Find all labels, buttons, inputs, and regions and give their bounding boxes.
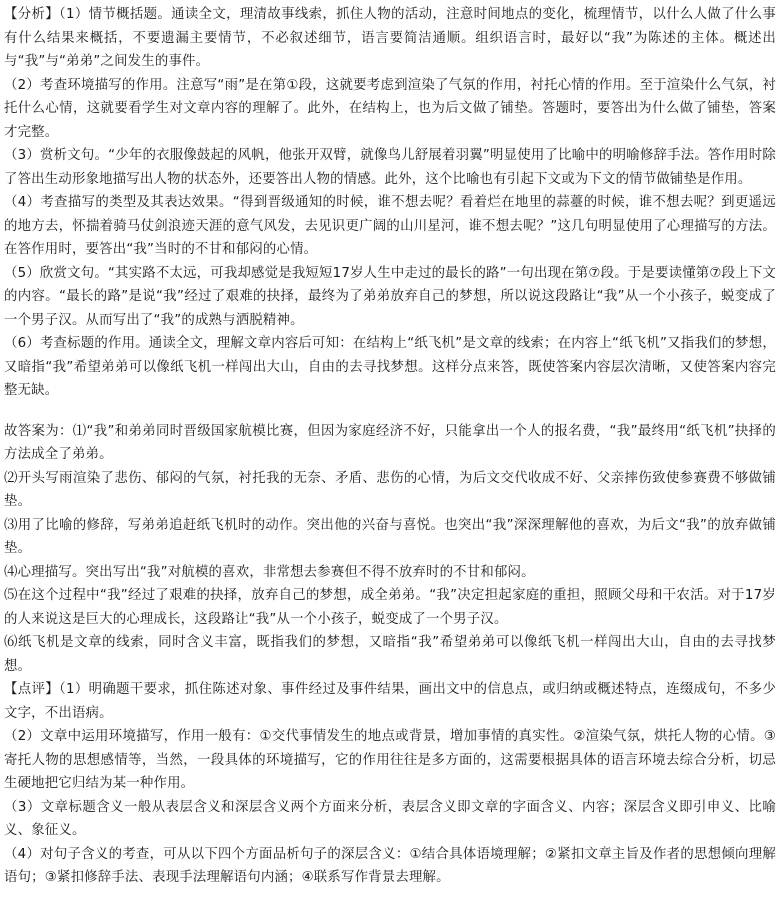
analysis-paragraph-5: （5）欣赏文句。“其实路不太远，可我却感觉是我短短17岁人生中走过的最长的路”一句出现在第⑦段。于是要读懂第⑦段上下文的内容。“最长的路”是说“我”经过了艰难的抉择，最终为了弟弟放弃自己的梦想，所以说这段路让“我”从一个小孩子，蜕变成了一个男子汉。从而写出了“我”的成熟与洒脱精神。	[4, 265, 776, 328]
analysis-paragraph-3: （3）赏析文句。“少年的衣服像鼓起的风帆，他张开双臂，就像鸟儿舒展着羽翼”明显使用了比喻中的明喻修辞手法。答作用时除了答出生动形象地描写出人物的状态外，还要答出人物的情感。此外，这个比喻也有引起下文或为下文的情节做铺垫是作用。	[4, 148, 776, 187]
comment-paragraph-2: （2）文章中运用环境描写，作用一般有：①交代事情发生的地点或背景，增加事情的真实性。②渲染气氛，烘托人物的心情。③寄托人物的思想感情等，当然，一段具体的环境描写，它的作用往往是多方面的，这需要根据具体的语言环境去综合分析，切忌生硬地把它归结为某一种作用。	[4, 729, 776, 791]
analysis-paragraph-1: 【分析】（1）情节概括题。通读全文，理清故事线索，抓住人物的活动，注意时间地点的变化，梳理情节，以什么人做了什么事有什么结果来概括，不要遗漏主要情节，不必叙述细节，语言要简洁通顺。组织语言时，最好以“我”为陈述的主体。概述出与“我”与“弟弟”之间发生的事件。	[4, 7, 776, 69]
answer-paragraph-6: ⑹纸飞机是文章的线索，同时含义丰富，既指我们的梦想，又暗指“我”希望弟弟可以像纸飞机一样闯出大山，自由的去寻找梦想。	[4, 635, 776, 674]
answer-section	[4, 420, 776, 679]
analysis-paragraph-4: （4）考查描写的类型及其表达效果。“得到晋级通知的时候，谁不想去呢？看着烂在地里的蒜薹的时候，谁不想去呢？到更遥远的地方去，怀揣着骑马仗剑浪迹天涯的意气风发，去见识更广阔的山川星河，谁不想去呢？”这几句明显使用了心理描写的方法。在答作用时，要答出“我”当时的不甘和郁闷的心情。	[4, 195, 776, 257]
analysis-paragraph-6: （6）考查标题的作用。通读全文，理解文章内容后可知：在结构上“纸飞机”是文章的线索；在内容上“纸飞机”又指我们的梦想，又暗指“我”希望弟弟可以像纸飞机一样闯出大山，自由的去寻找梦想。这样分点来答，既使答案内容层次清晰，又使答案内容完整无缺。	[4, 336, 776, 398]
analysis-section	[4, 3, 776, 403]
comment-paragraph-1: 【点评】（1）明确题干要求，抓住陈述对象、事件经过及事件结果，画出文中的信息点，或归纳或概述特点，连缀成句，不多少文字，不出语病。	[4, 682, 776, 721]
comment-section	[4, 678, 776, 890]
answer-paragraph-2: ⑵开头写雨渲染了悲伤、郁闷的气氛，衬托我的无奈、矛盾、悲伤的心情，为后文交代收成不好、父亲摔伤致使参赛费不够做铺垫。	[4, 470, 776, 509]
answer-paragraph-5: ⑸在这个过程中“我”经过了艰难的抉择，放弃自己的梦想，成全弟弟。“我”决定担起家庭的重担，照顾父母和干农活。对于17岁的人来说这是巨大的心理成长，这段路让“我”从一个小孩子，蜕变成了一个男子汉。	[4, 588, 776, 627]
comment-paragraph-4: （4）对句子含义的考查，可从以下四个方面品析句子的深层含义：①结合具体语境理解；②紧扣文章主旨及作者的思想倾向理解语句；③紧扣修辞手法、表现手法理解语句内涵；④联系写作背景去理解。	[4, 846, 776, 885]
comment-paragraph-3: （3）文章标题含义一般从表层含义和深层含义两个方面来分析，表层含义即文章的字面含义、内容；深层含义即引申义、比喻义、象征义。	[4, 799, 776, 838]
analysis-paragraph-2: （2）考查环境描写的作用。注意写“雨”是在第①段，这就要考虑到渲染了气氛的作用，衬托心情的作用。至于渲染什么气氛，衬托什么心情，这就要看学生对文章内容的理解了。此外，在结构上，也为后文做了铺垫。答题时，要答出为什么做了铺垫，答案才完整。	[4, 77, 776, 140]
answer-paragraph-4: ⑷心理描写。突出写出“我”对航模的喜欢，非常想去参赛但不得不放弃时的不甘和郁闷。	[4, 564, 535, 580]
answer-paragraph-1: 故答案为：⑴“我”和弟弟同时晋级国家航模比赛，但因为家庭经济不好，只能拿出一个人的报名费，“我”最终用“纸飞机”抉择的方法成全了弟弟。	[4, 423, 776, 462]
section-spacer	[4, 403, 776, 420]
answer-paragraph-3: ⑶用了比喻的修辞，写弟弟追赶纸飞机时的动作。突出他的兴奋与喜悦。也突出“我”深深理解他的喜欢，为后文“我”的放弃做铺垫。	[4, 517, 776, 556]
